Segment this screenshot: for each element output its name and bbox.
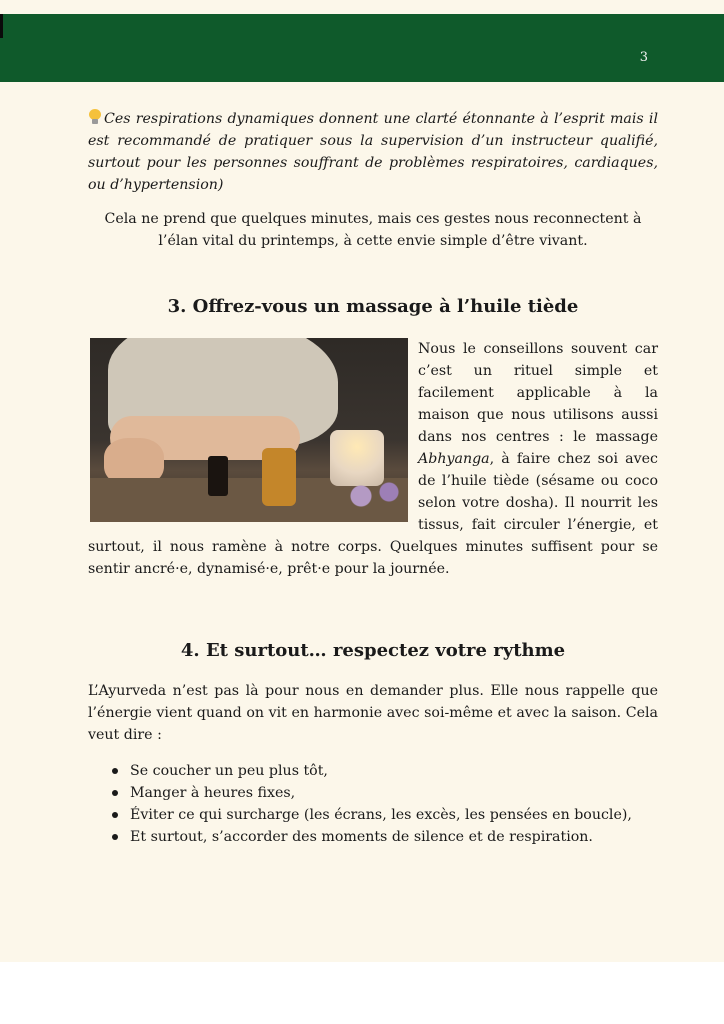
breathing-note	[88, 108, 658, 196]
section-4-body	[88, 680, 658, 848]
section-3-heading: 3. Offrez-vous un massage à l’huile tiède	[167, 296, 579, 317]
closing-line: Cela ne prend que quelques minutes, mais ces gestes nous reconnectent à l’élan vital du printemps, à cette envie simple d’être vivant.	[104, 211, 642, 249]
list-item: Éviter ce qui surcharge (les écrans, les excès, les pensées en boucle),	[112, 804, 658, 826]
section-3-text-end: , à faire chez soi avec de l’huile tiède (sésame ou coco selon votre dosha). Il nourrit les tissus, fait circuler l’énergie, et surtout, il nous ramène à notre corps. Quelques minutes suffisent pour se sentir ancré·e, dynamisé·e, prêt·e pour la journée.	[88, 451, 658, 577]
section-3-body	[88, 338, 658, 580]
intro-content	[88, 108, 658, 252]
lightbulb-icon	[88, 109, 102, 125]
rhythm-list	[88, 760, 658, 848]
header-accent-mark	[0, 14, 3, 38]
page-number: 3	[639, 50, 648, 65]
list-item: Et surtout, s’accorder des moments de silence et de respiration.	[112, 826, 658, 848]
section-4-heading: 4. Et surtout… respectez votre rythme	[180, 640, 566, 661]
breathing-note-text: Ces respirations dynamiques donnent une clarté étonnante à l’esprit mais il est recommandé de pratiquer sous la supervision d’un instructeur qualifié, surtout pour les personnes souffrant de problèmes respiratoires, cardiaques, ou d’hypertension)	[88, 111, 658, 193]
list-item: Se coucher un peu plus tôt,	[112, 760, 658, 782]
abhyanga-term: Abhyanga	[418, 451, 490, 467]
section-4-intro: L’Ayurveda n’est pas là pour nous en demander plus. Elle nous rappelle que l’énergie vient quand on vit en harmonie avec soi-même et avec la saison. Cela veut dire :	[88, 683, 658, 743]
section-3-text-start: Nous le conseillons souvent car c’est un rituel simple et facilement applicable à la maison que nous utilisons aussi dans nos centres : le massage	[418, 341, 658, 445]
header-top-strip	[0, 0, 724, 14]
list-item: Manger à heures fixes,	[112, 782, 658, 804]
